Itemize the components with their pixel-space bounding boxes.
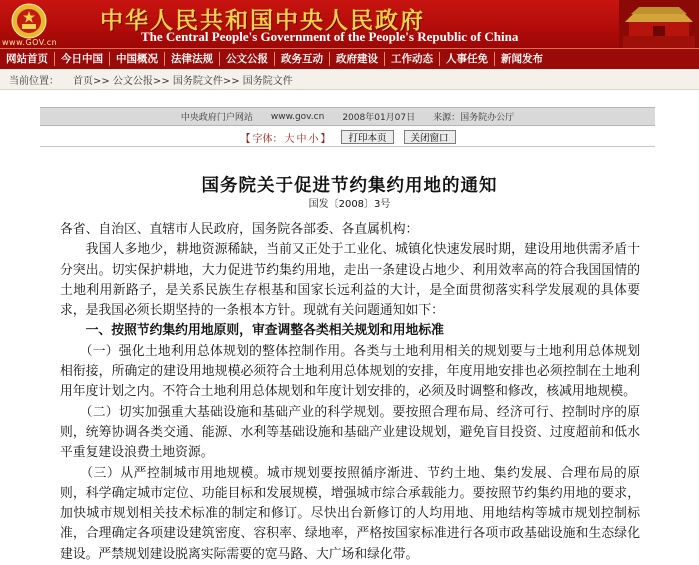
breadcrumb xyxy=(0,69,699,90)
document-greeting: 各省、自治区、直辖市人民政府，国务院各部委、各直属机构： xyxy=(60,222,419,237)
nav-item-work-news[interactable]: 工作动态 xyxy=(385,52,440,66)
site-title-cn: 中华人民共和国中央人民政府 xyxy=(100,7,425,34)
site-header xyxy=(0,0,699,48)
document-title: 国务院关于促进节约集约用地的通知 xyxy=(201,176,498,196)
document-meta-bar xyxy=(40,107,655,126)
font-size-label: 字体： xyxy=(252,133,283,145)
main-nav xyxy=(0,48,699,69)
nav-item-press[interactable]: 新闻发布 xyxy=(501,53,543,65)
font-size-open-bracket: 【 xyxy=(240,133,251,145)
meta-source: 来源：国务院办公厅 xyxy=(433,113,515,123)
document-body xyxy=(60,220,640,565)
document-paragraph: 我国人多地少，耕地资源稀缺，当前又正处于工业化、城镇化快速发展时期，建设用地供需矛盾十分突出。切实保护耕地，大力促进节约集约用地，走出一条建设占地少、利用效率高的符合我国国情的土地利用新路子，是关系民族生存根基和国家长远利益的大计，是全面贯彻落实科学发展观的具体要求，是我国必须长期坚持的一条根本方针。现就有关问题通知如下： xyxy=(60,242,640,319)
nav-item-interaction[interactable]: 政务互动 xyxy=(275,52,330,66)
nav-item-appointments[interactable]: 人事任免 xyxy=(440,52,495,66)
close-window-button[interactable]: 关闭窗口 xyxy=(404,130,456,144)
font-size-small[interactable]: 小 xyxy=(308,133,319,145)
nav-item-laws[interactable]: 法律法规 xyxy=(165,52,220,66)
nav-item-home[interactable]: 网站首页 xyxy=(0,52,55,66)
site-title-en: The Central People's Government of the People's Republic of China xyxy=(141,29,519,44)
font-size-large[interactable]: 大 xyxy=(284,133,295,145)
font-size-close-bracket: 】 xyxy=(320,133,331,145)
nav-item-government[interactable]: 政府建设 xyxy=(330,52,385,66)
document-number: 国发〔2008〕3号 xyxy=(308,199,391,210)
document-paragraph: （二）切实加强重大基础设施和基础产业的科学规划。要按照合理布局、经济可行、控制时序的原则，统筹协调各类交通、能源、水利等基础设施和基础产业建设规划，避免盲目投资、过度超前和低水平重复建设浪费土地资源。 xyxy=(60,404,640,461)
breadcrumb-label: 当前位置： xyxy=(9,75,59,87)
document-section-heading: 一、按照节约集约用地原则，审查调整各类相关规划和用地标准 xyxy=(60,323,444,339)
site-domain-label: www.GOV.cn xyxy=(2,38,58,47)
meta-url: www.gov.cn xyxy=(270,111,325,122)
tiananmen-gate-icon xyxy=(619,0,699,48)
nav-item-documents[interactable]: 公文公报 xyxy=(220,52,275,66)
nav-item-today-china[interactable]: 今日中国 xyxy=(55,52,110,66)
breadcrumb-path[interactable]: 首页>> 公文公报>> 国务院文件>> 国务院文件 xyxy=(73,75,293,87)
meta-date: 2008年01月07日 xyxy=(342,113,416,123)
national-emblem-icon xyxy=(8,2,50,40)
meta-site: 中央政府门户网站 xyxy=(180,113,253,123)
article-toolbar xyxy=(40,128,655,147)
font-size-medium[interactable]: 中 xyxy=(296,133,307,145)
print-button[interactable]: 打印本页 xyxy=(341,130,393,144)
document-paragraph: （三）从严控制城市用地规模。城市规划要按照循序渐进、节约土地、集约发展、合理布局的原则，科学确定城市定位、功能目标和发展规模，增强城市综合承载能力。要按照节约集约用地的要求，加快城市规划相关技术标准的制定和修订。尽快出台新修订的人均用地、用地结构等城市规划控制标准，合理确定各项建设建筑密度、容积率、绿地率，严格按国家标准进行各项市政基础设施和生态绿化建设。严禁规划建设脱离实际需要的宽马路、大广场和绿化带。 xyxy=(60,465,640,562)
document-paragraph: （一）强化土地利用总体规划的整体控制作用。各类与土地利用相关的规划要与土地利用总体规划相衔接，所确定的建设用地规模必须符合土地利用总体规划的安排，年度用地安排也必须控制在土地利用年度计划之内。不符合土地利用总体规划和年度计划安排的，必须及时调整和修改，核减用地规模。 xyxy=(60,343,640,400)
nav-item-china-overview[interactable]: 中国概况 xyxy=(110,52,165,66)
